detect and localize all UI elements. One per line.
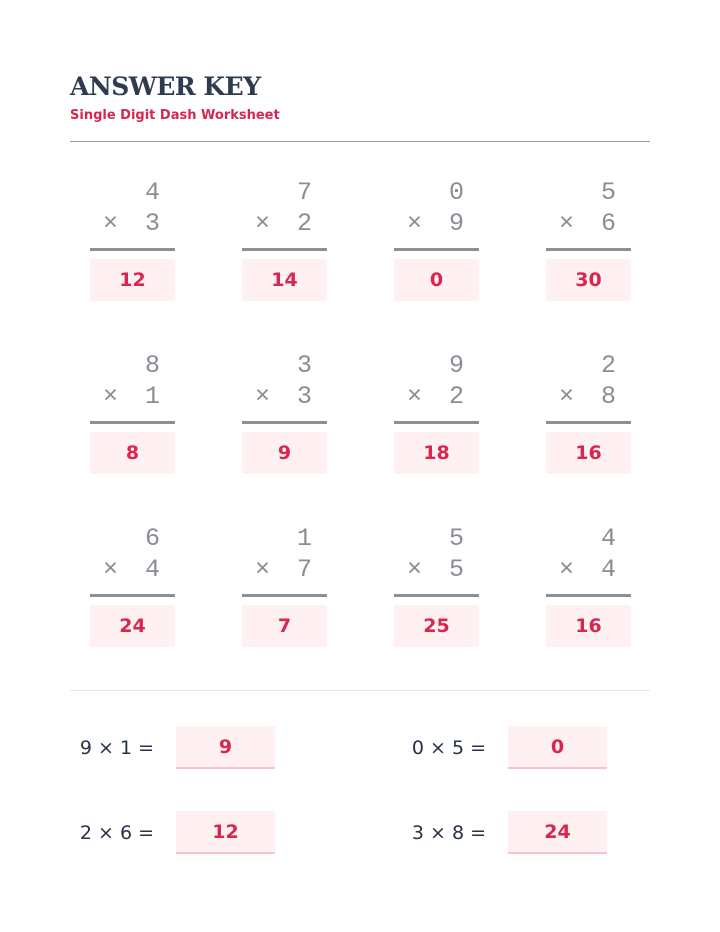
top-number: 0 [448,178,464,207]
bottom-row [242,381,327,412]
top-number: 9 [448,351,464,380]
equation-answer-box: 12 [176,811,275,854]
multiply-sign: × [103,555,119,584]
header-divider [70,141,650,142]
top-number: 7 [296,178,312,207]
answer-bar [242,248,327,251]
vertical-problems-grid [90,177,631,644]
bottom-number: 5 [448,555,464,584]
equation-answer-box: 24 [508,811,607,854]
bottom-row [394,208,479,239]
problem-12 [546,523,631,644]
answer-box: 16 [546,432,631,474]
problem-9 [90,523,175,644]
section-divider [70,690,650,691]
multiply-sign: × [103,209,119,238]
equation-row-2 [394,726,607,769]
top-number: 2 [600,351,616,380]
bottom-row [394,381,479,412]
multiply-sign: × [255,209,271,238]
equation-answer-box: 9 [176,726,275,769]
bottom-number: 6 [600,209,616,238]
top-number: 5 [448,524,464,553]
problem-1 [90,177,175,298]
bottom-number: 1 [144,382,160,411]
answer-bar [90,248,175,251]
answer-bar [546,421,631,424]
answer-box: 12 [90,259,175,301]
top-number: 1 [296,524,312,553]
problem-4 [546,177,631,298]
problem-10 [242,523,327,644]
multiply-sign: × [559,555,575,584]
equation-row-4 [394,811,607,854]
equation-text: 9 × 1 = [79,736,154,759]
top-number: 8 [144,351,160,380]
multiply-sign: × [407,382,423,411]
bottom-number: 4 [144,555,160,584]
bottom-row [242,208,327,239]
bottom-row [90,208,175,239]
top-number: 4 [144,178,160,207]
answer-box: 14 [242,259,327,301]
problem-2 [242,177,327,298]
answer-bar [242,421,327,424]
bottom-number: 2 [296,209,312,238]
top-number: 5 [600,178,616,207]
answer-box: 9 [242,432,327,474]
top-number: 3 [296,351,312,380]
bottom-number: 9 [448,209,464,238]
bottom-row [546,381,631,412]
multiply-sign: × [255,555,271,584]
bottom-number: 8 [600,382,616,411]
bottom-number: 4 [600,555,616,584]
equation-row-3 [62,811,275,854]
bottom-number: 3 [296,382,312,411]
answer-bar [394,248,479,251]
bottom-number: 7 [296,555,312,584]
problem-7 [394,350,479,471]
multiply-sign: × [255,382,271,411]
answer-bar [242,594,327,597]
equation-text: 3 × 8 = [411,821,486,844]
bottom-row [242,554,327,585]
multiply-sign: × [407,209,423,238]
multiply-sign: × [407,555,423,584]
multiply-sign: × [103,382,119,411]
answer-bar [394,594,479,597]
answer-box: 16 [546,605,631,647]
top-number: 6 [144,524,160,553]
answer-bar [394,421,479,424]
bottom-number: 3 [144,209,160,238]
answer-bar [90,594,175,597]
top-number: 4 [600,524,616,553]
multiply-sign: × [559,382,575,411]
answer-bar [546,248,631,251]
answer-box: 7 [242,605,327,647]
bottom-row [90,554,175,585]
equation-answer-box: 0 [508,726,607,769]
answer-box: 30 [546,259,631,301]
problem-11 [394,523,479,644]
answer-bar [546,594,631,597]
problem-5 [90,350,175,471]
answer-box: 0 [394,259,479,301]
answer-box: 8 [90,432,175,474]
bottom-row [90,381,175,412]
problem-3 [394,177,479,298]
multiply-sign: × [559,209,575,238]
bottom-number: 2 [448,382,464,411]
bottom-row [546,208,631,239]
answer-box: 18 [394,432,479,474]
answer-box: 24 [90,605,175,647]
answer-box: 25 [394,605,479,647]
answer-bar [90,421,175,424]
equation-row-1 [62,726,275,769]
page-subtitle: Single Digit Dash Worksheet [70,108,280,123]
problem-6 [242,350,327,471]
bottom-row [394,554,479,585]
equation-text: 2 × 6 = [79,821,154,844]
problem-8 [546,350,631,471]
equation-text: 0 × 5 = [411,736,486,759]
bottom-row [546,554,631,585]
page-title: ANSWER KEY [70,72,261,101]
